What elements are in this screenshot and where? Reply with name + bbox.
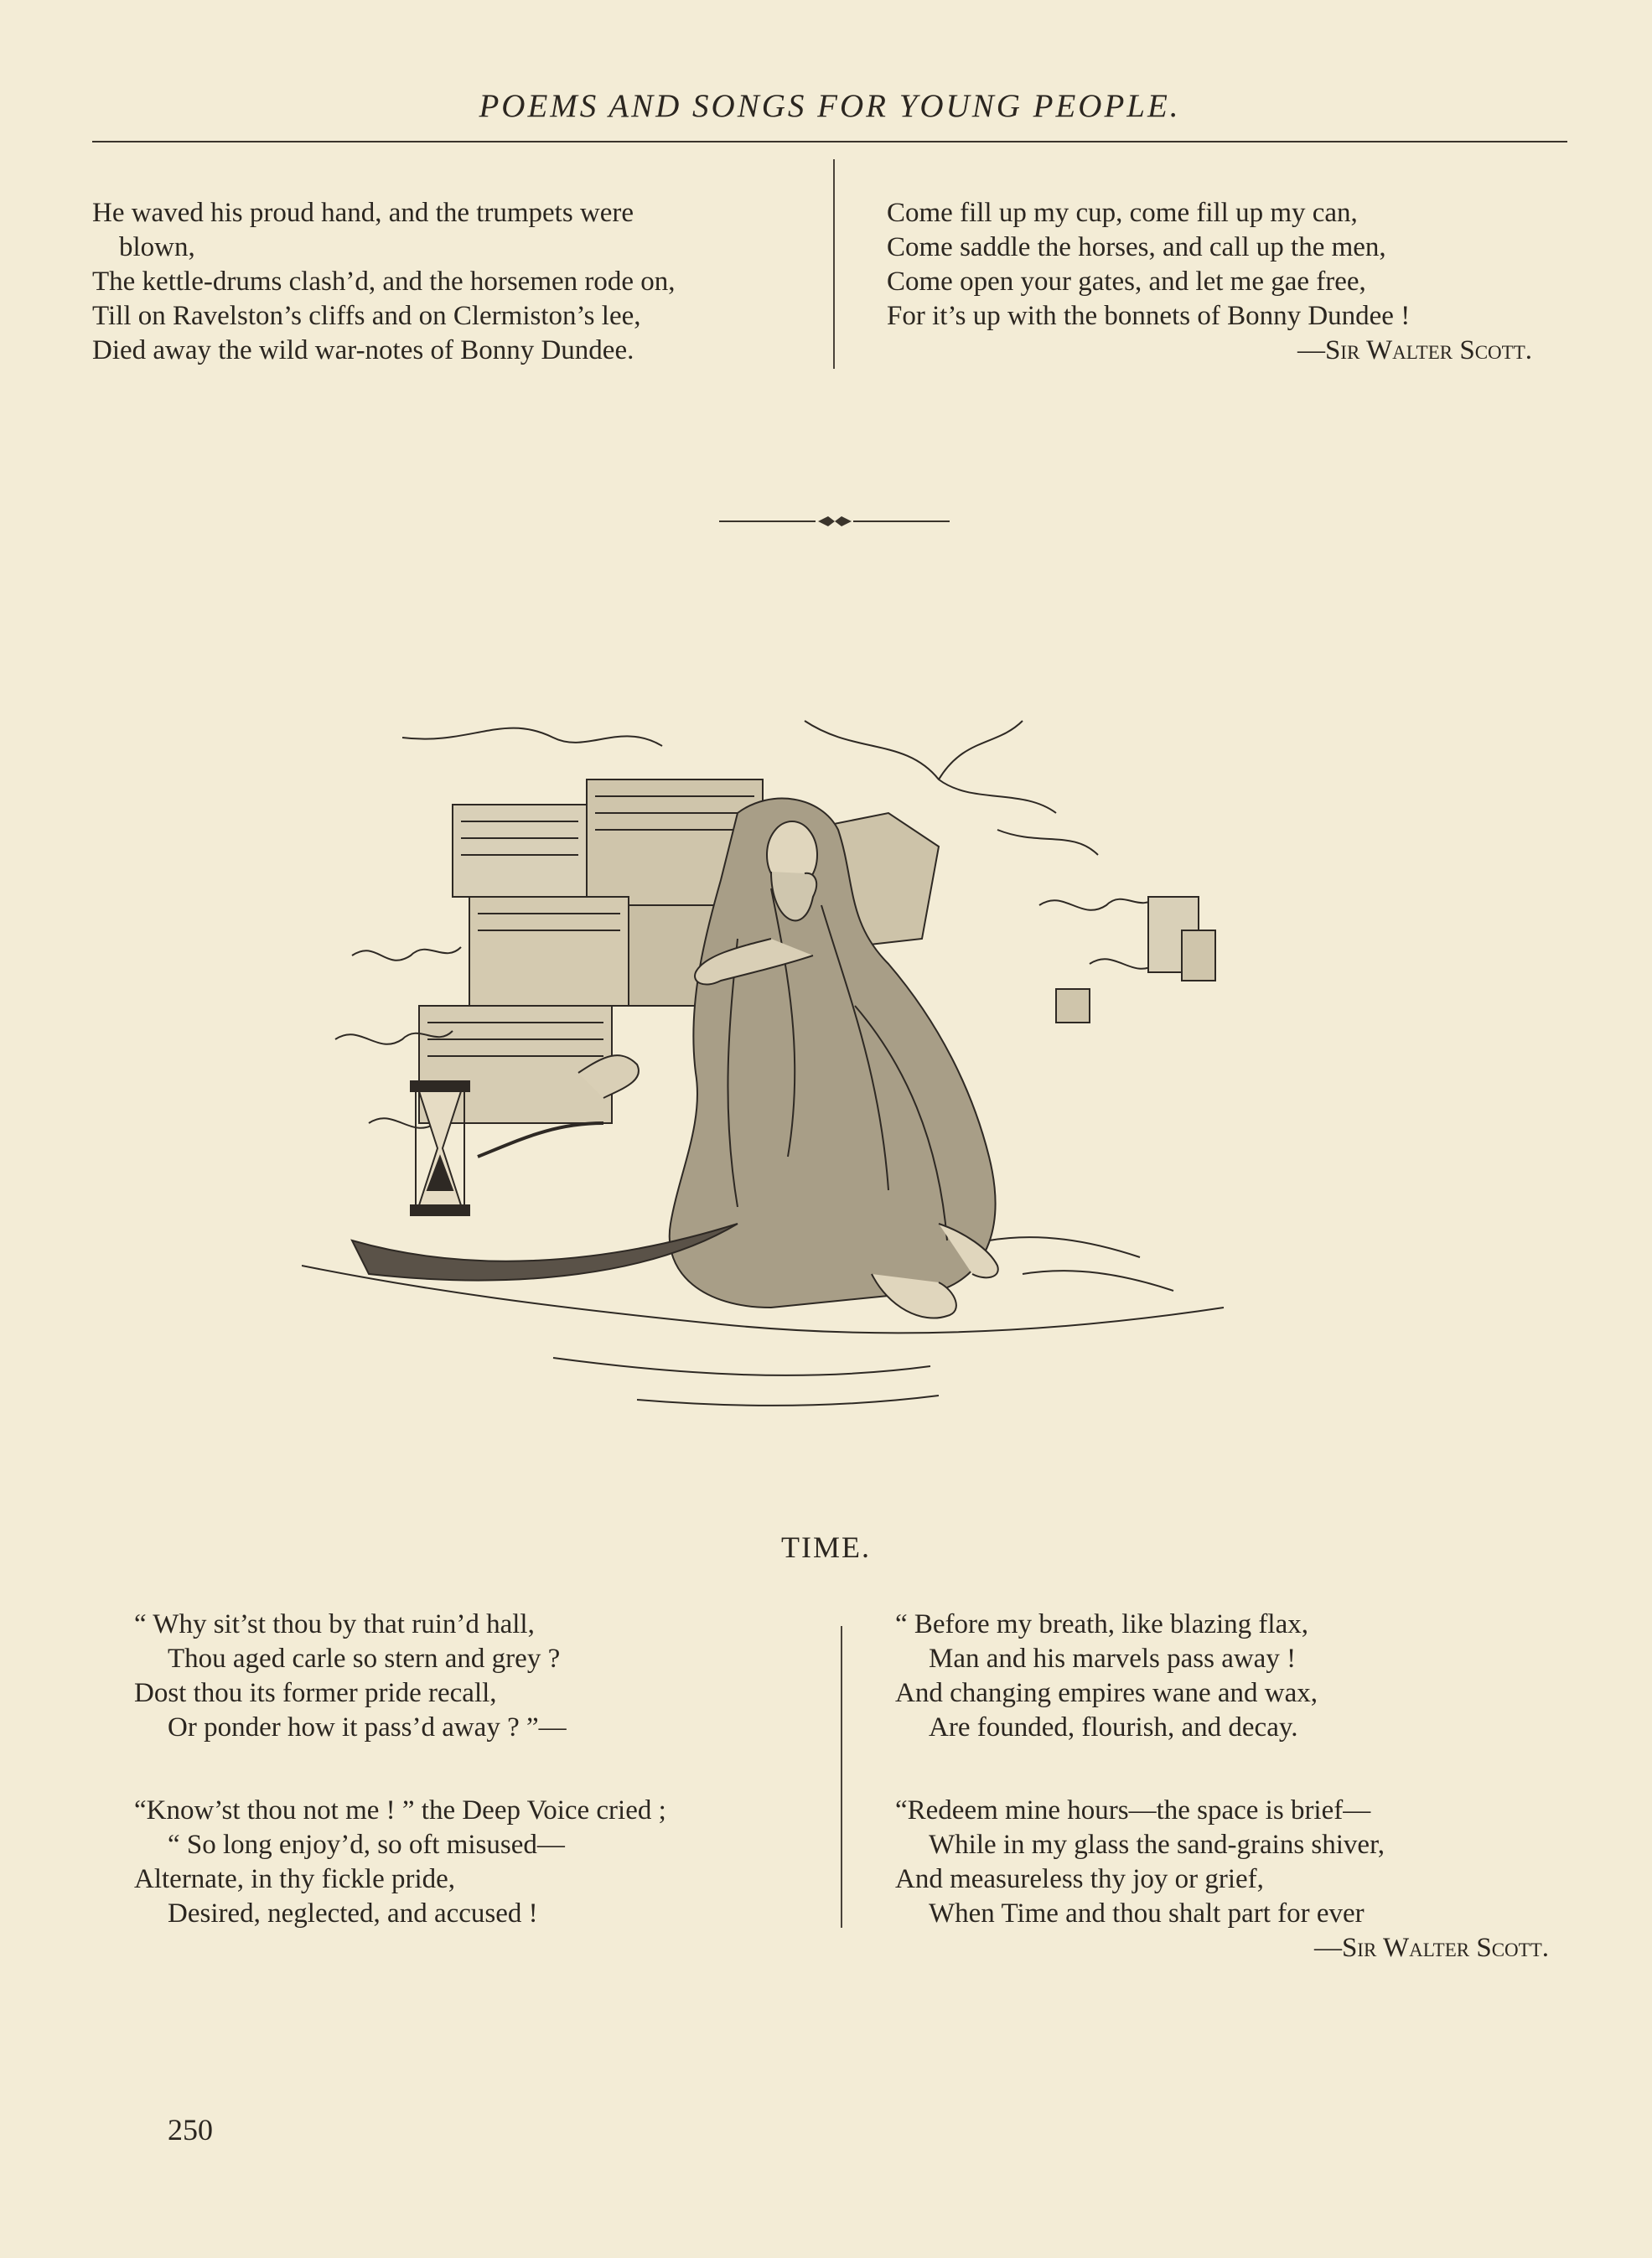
verse-line: Are founded, flourish, and decay. [929, 1712, 1298, 1743]
verse-line: Man and his marvels pass away ! [929, 1644, 1297, 1674]
verse-line: He waved his proud hand, and the trumpets were [92, 198, 634, 228]
verse-line: Alternate, in thy fickle pride, [134, 1864, 456, 1894]
top-left-stanza [92, 196, 830, 368]
poem-left-column [134, 1608, 821, 1931]
verse-line: “ So long enjoy’d, so oft misused— [168, 1830, 565, 1860]
father-time-illustration [302, 687, 1383, 1442]
verse-line: “ Before my breath, like blazing flax, [895, 1609, 1308, 1639]
verse-line: While in my glass the sand-grains shiver, [929, 1830, 1385, 1860]
verse-line: blown, [119, 232, 195, 262]
verse-line: Till on Ravelston’s cliffs and on Clermiston’s lee, [92, 301, 641, 331]
verse-line: Desired, neglected, and accused ! [168, 1898, 538, 1929]
attribution: —Sir Walter Scott. [1313, 1933, 1549, 1963]
ornament-divider [719, 511, 950, 531]
verse-line: “ Why sit’st thou by that ruin’d hall, [134, 1609, 535, 1639]
verse-line: “Redeem mine hours—the space is brief— [895, 1795, 1371, 1826]
verse-line: “Know’st thou not me ! ” the Deep Voice cried ; [134, 1795, 666, 1826]
verse-line: When Time and thou shalt part for ever [929, 1898, 1365, 1929]
verse-line: And changing empires wane and wax, [895, 1678, 1318, 1708]
verse-line: Died away the wild war-notes of Bonny Dundee. [92, 335, 634, 365]
verse-line: Come saddle the horses, and call up the men, [887, 232, 1386, 262]
verse-line: And measureless thy joy or grief, [895, 1864, 1264, 1894]
page-number: 250 [168, 2113, 213, 2147]
top-right-stanza [887, 196, 1557, 368]
column-rule [833, 159, 835, 369]
verse-line: Thou aged carle so stern and grey ? [168, 1644, 561, 1674]
verse-line: Come open your gates, and let me gae free, [887, 267, 1366, 297]
poem-title: TIME. [781, 1530, 871, 1564]
header-rule [92, 141, 1567, 142]
column-rule [841, 1626, 842, 1928]
verse-line: Or ponder how it pass’d away ? ”— [168, 1712, 567, 1743]
verse-line: Come fill up my cup, come fill up my can, [887, 198, 1358, 228]
verse-line: The kettle-drums clash’d, and the horsemen rode on, [92, 267, 676, 297]
verse-line: Dost thou its former pride recall, [134, 1678, 497, 1708]
running-head: POEMS AND SONGS FOR YOUNG PEOPLE. [479, 88, 1181, 124]
poem-right-column [895, 1608, 1549, 1965]
attribution: —Sir Walter Scott. [1297, 335, 1532, 365]
verse-line: For it’s up with the bonnets of Bonny Dundee ! [887, 301, 1411, 331]
